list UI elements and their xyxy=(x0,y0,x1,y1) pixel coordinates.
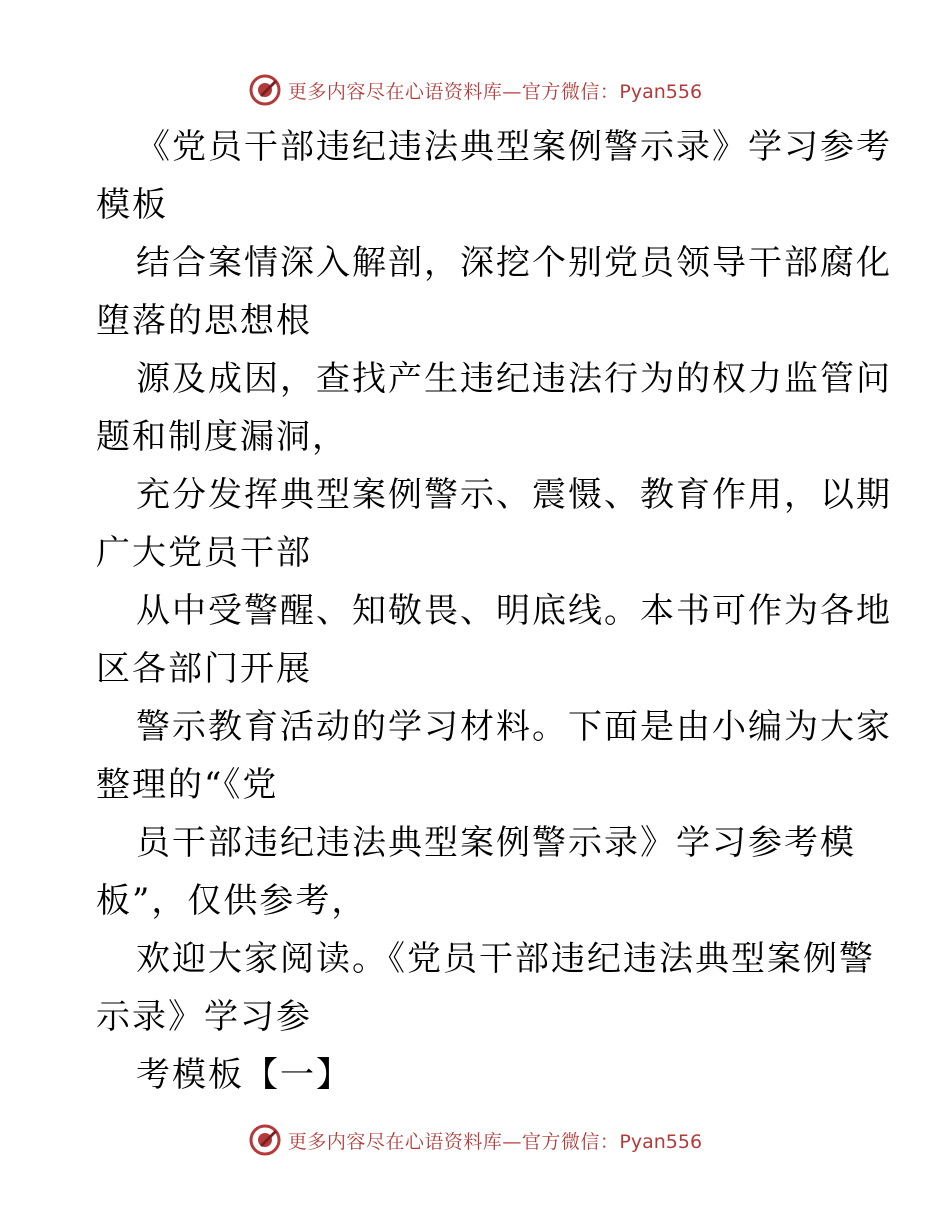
text-line: 结合案情深入解剖，深挖个别党员领导干部腐化 xyxy=(136,243,892,283)
text-line: 题和制度漏洞， xyxy=(96,417,348,457)
text-line: 示录》学习参 xyxy=(96,997,312,1037)
text-line: 欢迎大家阅读。《党员干部违纪违法典型案例警 xyxy=(136,939,875,979)
text-line: 板”，仅供参考， xyxy=(96,881,368,921)
text-line: 《党员干部违纪违法典型案例警示录》学习参考 xyxy=(136,127,892,167)
banner-text xyxy=(288,1127,702,1154)
text-line: 源及成因，查找产生违纪违法行为的权力监管问 xyxy=(136,359,892,399)
text-line: 充分发挥典型案例警示、震慑、教育作用，以期 xyxy=(136,475,892,515)
text-line: 区各部门开展 xyxy=(96,649,312,689)
text-line: 警示教育活动的学习材料。下面是由小编为大家 xyxy=(136,707,892,747)
banner-text xyxy=(288,77,702,104)
text-line: 堕落的思想根 xyxy=(96,301,312,341)
text-line: 从中受警醒、知敬畏、明底线。本书可作为各地 xyxy=(136,591,892,631)
banner-label: 更多内容尽在心语资料库—官方微信： xyxy=(287,80,620,103)
footer-banner xyxy=(0,1120,950,1160)
document-body xyxy=(96,118,892,1104)
banner-account: Pyan556 xyxy=(619,80,703,103)
banner-label: 更多内容尽在心语资料库—官方微信： xyxy=(287,1130,620,1153)
text-line: 模板 xyxy=(96,185,168,225)
pen-logo-icon xyxy=(248,1123,282,1157)
header-banner xyxy=(0,70,950,110)
text-line: 员干部违纪违法典型案例警示录》学习参考模 xyxy=(136,823,856,863)
text-line: 整理的“《党 xyxy=(96,765,279,805)
pen-logo-icon xyxy=(248,73,282,107)
text-line: 广大党员干部 xyxy=(96,533,312,573)
banner-account: Pyan556 xyxy=(619,1130,703,1153)
text-line: 考模板【一】 xyxy=(136,1055,352,1095)
